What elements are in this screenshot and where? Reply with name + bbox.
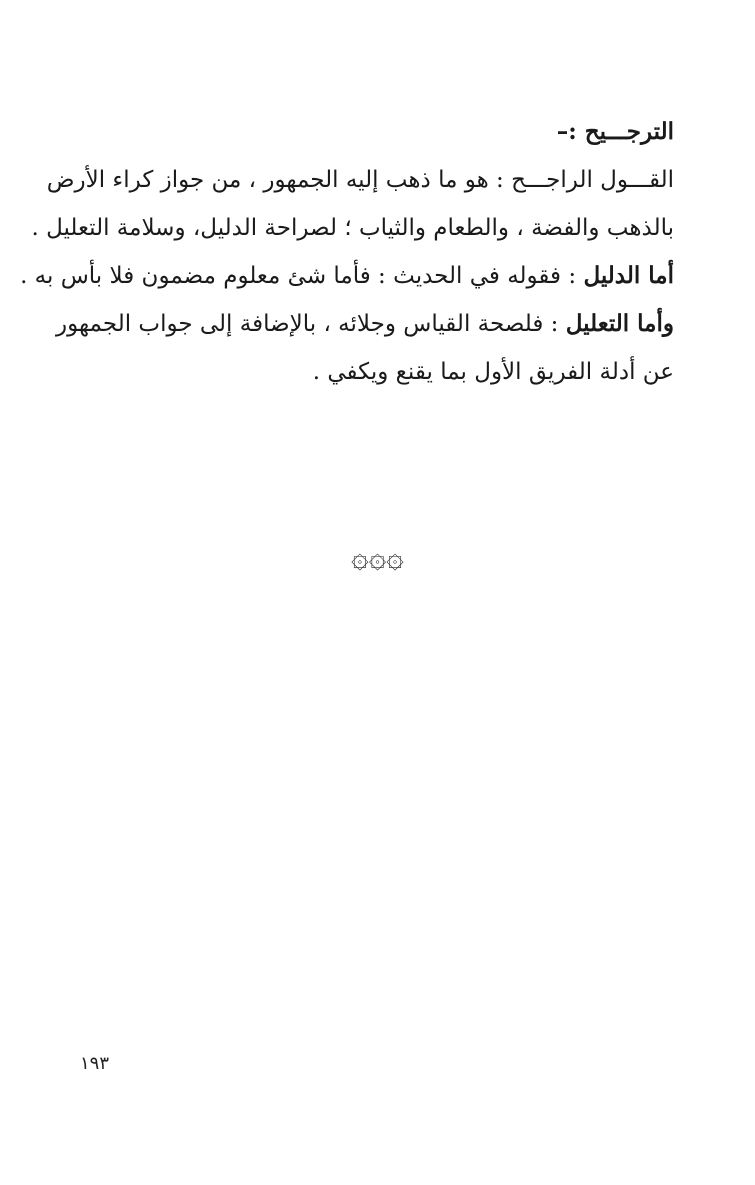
- evidence-text: : فقوله في الحديث : فأما شئ معلوم مضمون فلا بأس به .: [20, 263, 584, 289]
- paragraph-line-5: عن أدلة الفريق الأول بما يقنع ويكفي .: [312, 359, 674, 385]
- main-text: [20, 108, 674, 396]
- paragraph-line-2: بالذهب والفضة ، والطعام والثياب ؛ لصراحة الدليل، وسلامة التعليل .: [31, 215, 674, 241]
- paragraph-line-1: القـــول الراجـــح : هو ما ذهب إليه الجمهور ، من جواز كراء الأرض: [46, 167, 674, 193]
- reasoning-text: : فلصحة القياس وجلائه ، بالإضافة إلى جواب الجمهور: [55, 311, 566, 337]
- ornament-divider: ۞۞۞: [351, 540, 404, 575]
- paragraph-line-4: [55, 300, 674, 348]
- page-number: ١٩٣: [80, 1053, 110, 1074]
- reasoning-label: وأما التعليل: [565, 310, 674, 337]
- paragraph-line-3: [20, 252, 674, 300]
- evidence-label: أما الدليل: [583, 262, 674, 289]
- section-heading: الترجـــيح :–: [556, 118, 674, 145]
